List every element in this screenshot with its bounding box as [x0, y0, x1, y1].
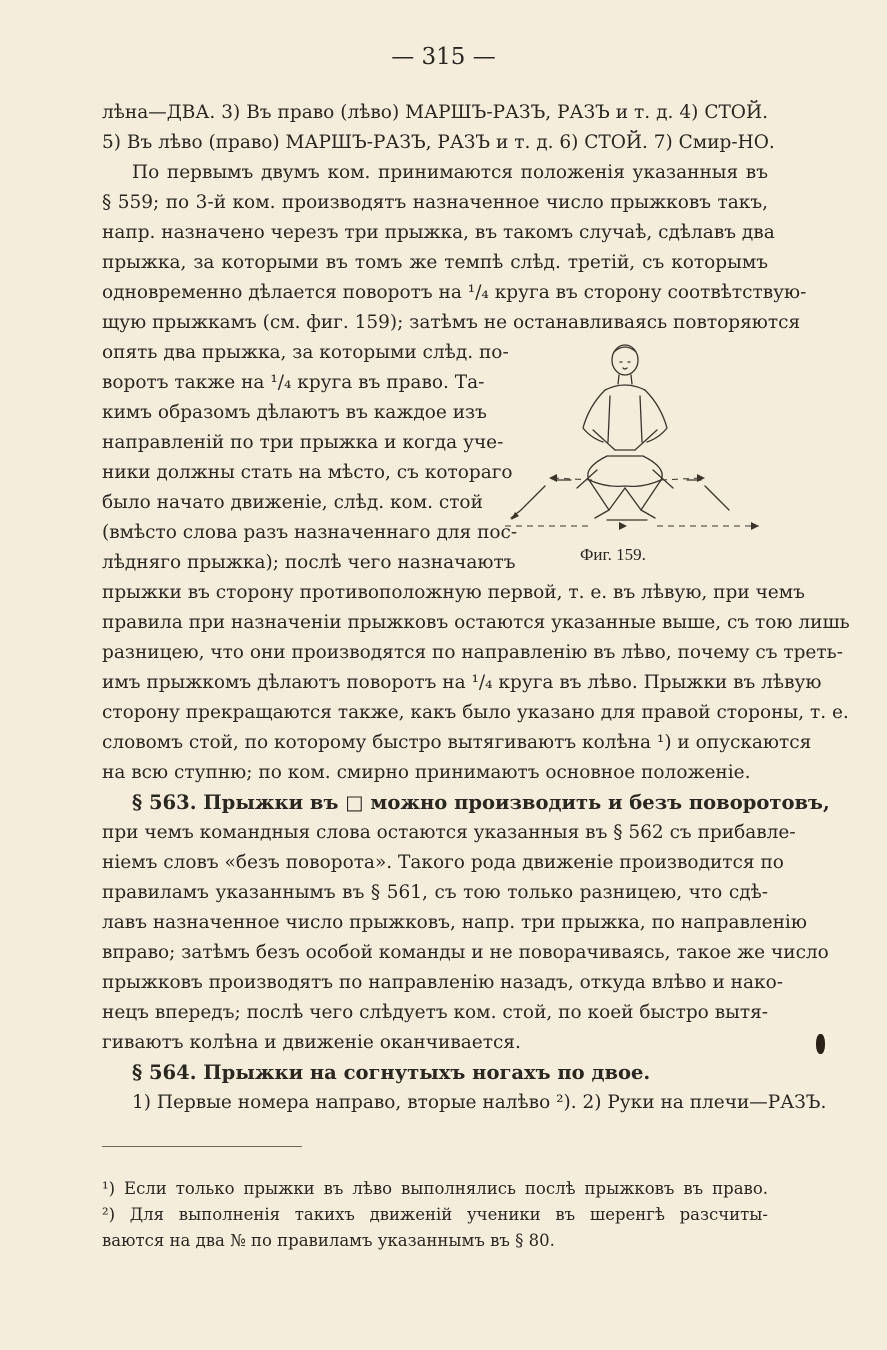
text-line: на всю ступню; по ком. смирно принимаютъ основное положеніе. — [102, 762, 751, 783]
wrap-line: кимъ образомъ дѣлаютъ въ каждое изъ — [102, 402, 487, 423]
text-line: § 559; по 3-й ком. производятъ назначенное число прыжковъ такъ, — [102, 192, 768, 213]
text-line: прыжки въ сторону противоположную первой, т. е. въ лѣвую, при чемъ — [102, 582, 805, 603]
figure-caption: Фиг. 159. — [580, 545, 646, 564]
wrap-line: было начато движеніе, слѣд. ком. стой — [102, 492, 483, 513]
gymnast-jump-illustration — [497, 338, 775, 570]
section-563-title: § 563. Прыжки въ □ можно производить и безъ поворотовъ, — [132, 791, 830, 814]
footnote-line: ²) Для выполненія такихъ движеній ученики въ шеренгѣ разсчиты- — [102, 1205, 768, 1224]
text-line: 1) Первые номера направо, вторые налѣво ²). 2) Руки на плечи—РАЗЪ. — [132, 1092, 827, 1113]
wrap-line: опять два прыжка, за которыми слѣд. по- — [102, 342, 509, 363]
text-line: лѣна—ДВА. 3) Въ право (лѣво) МАРШЪ-РАЗЪ, РАЗЪ и т. д. 4) СТОЙ. — [102, 102, 768, 123]
ink-blot — [816, 1034, 825, 1054]
page-number: — 315 — — [391, 44, 496, 70]
text-line: гиваютъ колѣна и движеніе оканчивается. — [102, 1032, 521, 1053]
footnote-line: ваются на два № по правиламъ указаннымъ въ § 80. — [102, 1231, 555, 1250]
wrap-line: лѣдняго прыжка); послѣ чего назначаютъ — [102, 552, 516, 573]
text-line: разницею, что они производятся по направленію въ лѣво, почему съ треть- — [102, 642, 843, 663]
section-564-title: § 564. Прыжки на согнутыхъ ногахъ по двое. — [132, 1061, 651, 1084]
text-line: нецъ впередъ; послѣ чего слѣдуетъ ком. стой, по коей быстро вытя- — [102, 1002, 768, 1023]
text-line: вправо; затѣмъ безъ особой команды и не поворачиваясь, такое же число — [102, 942, 829, 963]
wrap-line: воротъ также на ¹/₄ круга въ право. Та- — [102, 372, 485, 393]
text-line: прыжковъ производятъ по направленію назадъ, откуда влѣво и нако- — [102, 972, 783, 993]
wrap-line: направленій по три прыжка и когда уче- — [102, 432, 504, 453]
text-line: прыжка, за которыми въ томъ же темпѣ слѣд. третій, съ которымъ — [102, 252, 768, 273]
text-line: лавъ назначенное число прыжковъ, напр. три прыжка, по направленію — [102, 912, 807, 933]
wrap-line: ники должны стать на мѣсто, съ котораго — [102, 462, 513, 483]
text-line: при чемъ командныя слова остаются указанныя въ § 562 съ прибавле- — [102, 822, 796, 843]
text-line: правила при назначеніи прыжковъ остаются указанные выше, съ тою лишь — [102, 612, 850, 633]
footnote-line: ¹) Если только прыжки въ лѣво выполнялись послѣ прыжковъ въ право. — [102, 1179, 768, 1198]
footnote-divider — [102, 1146, 302, 1147]
text-line: имъ прыжкомъ дѣлаютъ поворотъ на ¹/₄ круга въ лѣво. Прыжки въ лѣвую — [102, 672, 822, 693]
text-line: щую прыжкамъ (см. фиг. 159); затѣмъ не останавливаясь повторяются — [102, 312, 801, 333]
text-line: 5) Въ лѣво (право) МАРШЪ-РАЗЪ, РАЗЪ и т. д. 6) СТОЙ. 7) Смир-НО. — [102, 132, 775, 153]
text-line: правиламъ указаннымъ въ § 561, съ тою только разницею, что сдѣ- — [102, 882, 768, 903]
wrap-line: (вмѣсто слова разъ назначеннаго для пос- — [102, 522, 518, 543]
text-line: одновременно дѣлается поворотъ на ¹/₄ круга въ сторону соотвѣтствую- — [102, 282, 807, 303]
text-line: напр. назначено черезъ три прыжка, въ такомъ случаѣ, сдѣлавъ два — [102, 222, 775, 243]
text-line: ніемъ словъ «безъ поворота». Такого рода движеніе производится по — [102, 852, 784, 873]
text-line: По первымъ двумъ ком. принимаются положенія указанныя въ — [132, 162, 768, 183]
text-line: словомъ стой, по которому быстро вытягиваютъ колѣна ¹) и опускаются — [102, 732, 812, 753]
text-line: сторону прекращаются также, какъ было указано для правой стороны, т. е. — [102, 702, 849, 723]
